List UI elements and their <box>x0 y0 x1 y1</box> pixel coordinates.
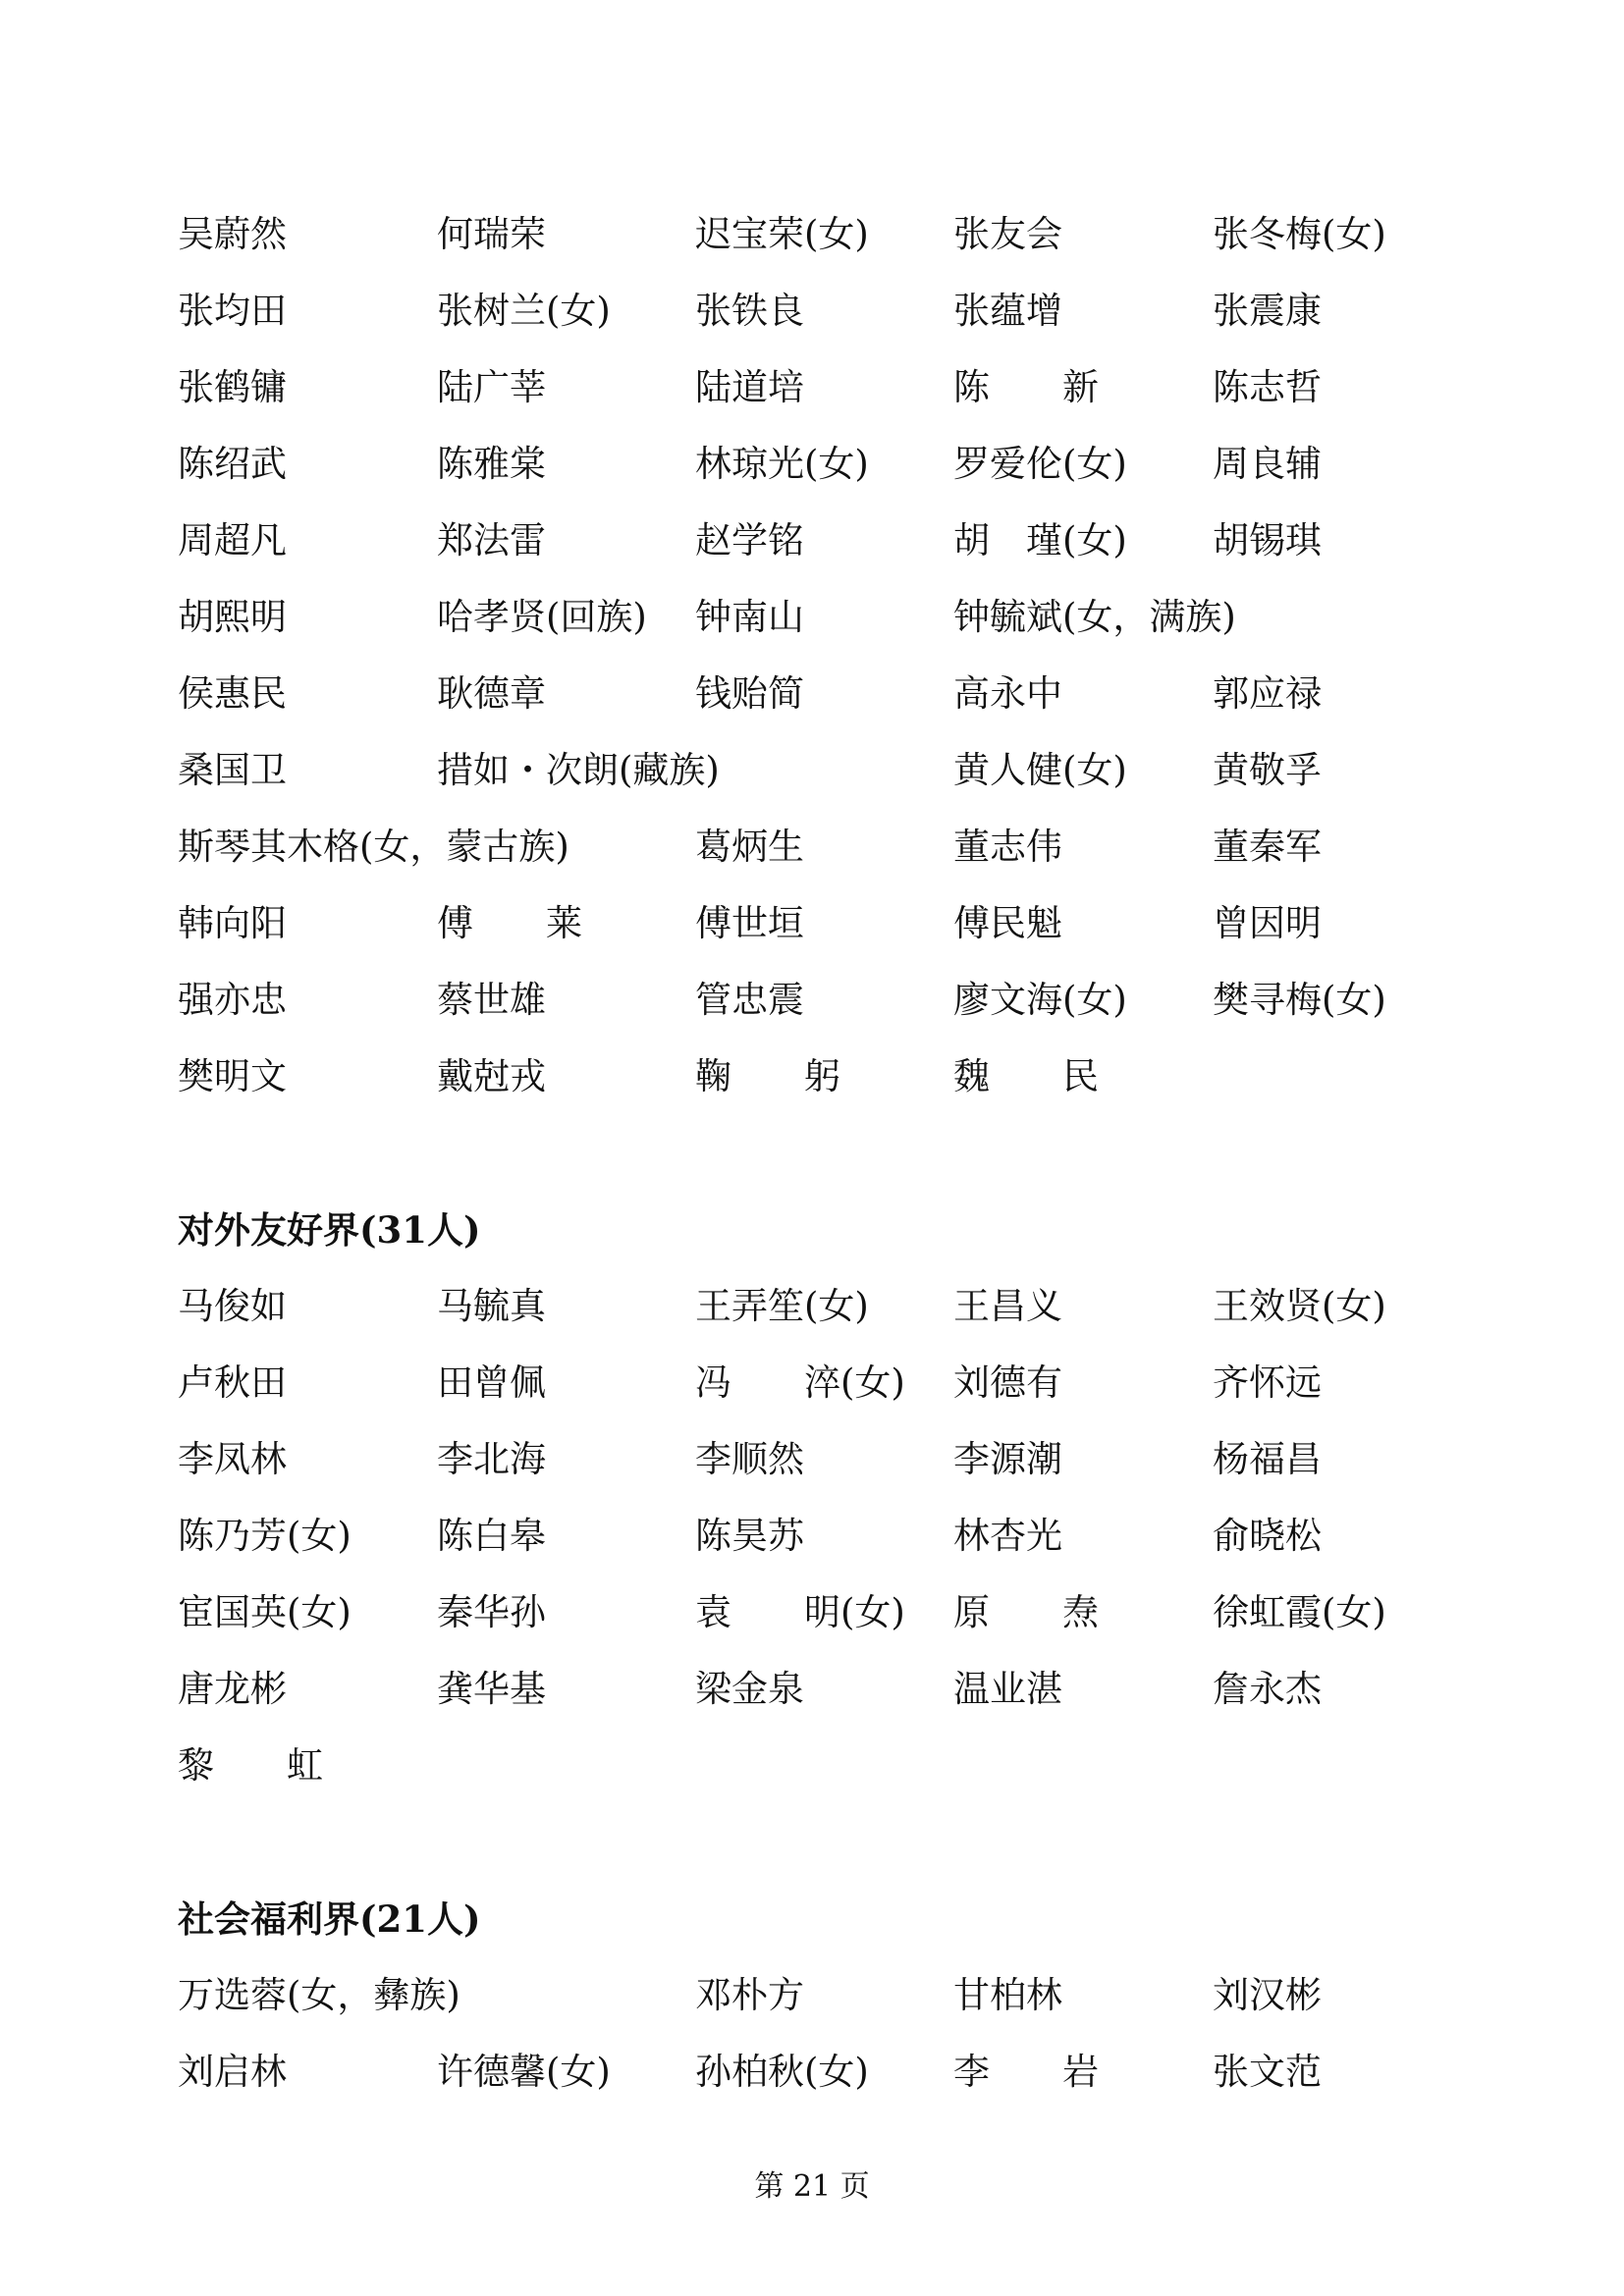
name-row <box>178 508 1454 585</box>
name-entry: 冯 淬(女) <box>695 1362 905 1404</box>
name-entry: 斯琴其木格(女，蒙古族) <box>178 826 569 868</box>
name-entry: 董志伟 <box>953 826 1062 868</box>
name-entry: 胡 瑾(女) <box>953 519 1127 561</box>
name-entry: 钟毓斌(女，满族) <box>953 596 1236 638</box>
name-entry: 傅 莱 <box>437 902 582 944</box>
name-row <box>178 1504 1454 1580</box>
name-entry: 甘柏林 <box>953 1974 1062 2016</box>
name-entry: 陈昊苏 <box>695 1515 804 1557</box>
name-entry: 杨福昌 <box>1213 1438 1322 1480</box>
name-entry: 魏 民 <box>953 1055 1099 1097</box>
name-row <box>178 662 1454 738</box>
name-entry: 哈孝贤(回族) <box>437 596 647 638</box>
name-list <box>178 202 1454 2116</box>
section-spacer <box>178 1121 1454 1198</box>
name-entry: 黄人健(女) <box>953 749 1127 791</box>
name-row <box>178 815 1454 891</box>
page-number: 第 21 页 <box>754 2169 870 2204</box>
name-entry: 詹永杰 <box>1213 1668 1322 1710</box>
name-entry: 廖文海(女) <box>953 979 1127 1021</box>
name-entry: 林琼光(女) <box>695 443 869 485</box>
name-entry: 许德馨(女) <box>437 2051 611 2093</box>
name-entry: 黎 虹 <box>178 1744 323 1787</box>
name-row <box>178 891 1454 968</box>
name-entry: 李顺然 <box>695 1438 804 1480</box>
name-entry: 措如・次朗(藏族) <box>437 749 720 791</box>
name-entry: 胡熙明 <box>178 596 287 638</box>
name-entry: 马毓真 <box>437 1285 546 1327</box>
name-entry: 管忠震 <box>695 979 804 1021</box>
name-entry: 郑法雷 <box>437 519 546 561</box>
name-entry: 何瑞荣 <box>437 213 546 255</box>
name-row <box>178 1580 1454 1657</box>
name-entry: 原 焘 <box>953 1591 1099 1633</box>
name-entry: 温业湛 <box>953 1668 1062 1710</box>
name-entry: 龚华基 <box>437 1668 546 1710</box>
section-social-welfare <box>178 1887 1454 2116</box>
name-entry: 韩向阳 <box>178 902 287 944</box>
name-entry: 卢秋田 <box>178 1362 287 1404</box>
name-entry: 陈绍武 <box>178 443 287 485</box>
name-entry: 张友会 <box>953 213 1062 255</box>
name-entry: 孙柏秋(女) <box>695 2051 869 2093</box>
name-entry: 田曾佩 <box>437 1362 546 1404</box>
section-heading: 对外友好界(31人) <box>178 1208 481 1252</box>
name-entry: 齐怀远 <box>1213 1362 1322 1404</box>
name-row <box>178 968 1454 1044</box>
name-entry: 张铁良 <box>695 290 804 332</box>
name-entry: 董秦军 <box>1213 826 1322 868</box>
name-entry: 李 岩 <box>953 2051 1099 2093</box>
name-entry: 宦国英(女) <box>178 1591 352 1633</box>
name-entry: 王效贤(女) <box>1213 1285 1386 1327</box>
name-entry: 樊寻梅(女) <box>1213 979 1386 1021</box>
name-row <box>178 1657 1454 1734</box>
name-entry: 耿德章 <box>437 672 546 715</box>
name-entry: 唐龙彬 <box>178 1668 287 1710</box>
name-entry: 郭应禄 <box>1213 672 1322 715</box>
name-row <box>178 432 1454 508</box>
name-entry: 黄敬孚 <box>1213 749 1322 791</box>
name-entry: 刘汉彬 <box>1213 1974 1322 2016</box>
name-entry: 高永中 <box>953 672 1062 715</box>
name-row <box>178 1963 1454 2040</box>
section-continued <box>178 202 1454 1121</box>
name-entry: 鞠 躬 <box>695 1055 840 1097</box>
name-entry: 刘启林 <box>178 2051 287 2093</box>
name-row <box>178 202 1454 279</box>
name-entry: 戴尅戎 <box>437 1055 546 1097</box>
section-foreign-friendship <box>178 1198 1454 1810</box>
name-entry: 刘德有 <box>953 1362 1062 1404</box>
name-entry: 林杏光 <box>953 1515 1062 1557</box>
name-entry: 梁金泉 <box>695 1668 804 1710</box>
name-entry: 傅世垣 <box>695 902 804 944</box>
name-entry: 强亦忠 <box>178 979 287 1021</box>
name-entry: 张文范 <box>1213 2051 1322 2093</box>
name-entry: 吴蔚然 <box>178 213 287 255</box>
name-entry: 曾因明 <box>1213 902 1322 944</box>
name-entry: 张震康 <box>1213 290 1322 332</box>
name-row <box>178 1274 1454 1351</box>
name-entry: 樊明文 <box>178 1055 287 1097</box>
section-spacer <box>178 1810 1454 1887</box>
name-row <box>178 279 1454 355</box>
name-entry: 陆广莘 <box>437 366 546 408</box>
name-entry: 邓朴方 <box>695 1974 804 2016</box>
name-entry: 周超凡 <box>178 519 287 561</box>
name-entry: 桑国卫 <box>178 749 287 791</box>
name-entry: 侯惠民 <box>178 672 287 715</box>
name-row <box>178 355 1454 432</box>
name-entry: 葛炳生 <box>695 826 804 868</box>
name-entry: 钟南山 <box>695 596 804 638</box>
name-row <box>178 1734 1454 1810</box>
name-row <box>178 2040 1454 2116</box>
name-entry: 陈 新 <box>953 366 1099 408</box>
name-row <box>178 1044 1454 1121</box>
name-entry: 张冬梅(女) <box>1213 213 1386 255</box>
name-entry: 徐虹霞(女) <box>1213 1591 1386 1633</box>
name-row <box>178 585 1454 662</box>
name-entry: 周良辅 <box>1213 443 1322 485</box>
section-heading: 社会福利界(21人) <box>178 1897 481 1941</box>
name-row <box>178 1351 1454 1427</box>
name-entry: 秦华孙 <box>437 1591 546 1633</box>
name-entry: 李北海 <box>437 1438 546 1480</box>
name-entry: 陈雅棠 <box>437 443 546 485</box>
name-entry: 万选蓉(女，彝族) <box>178 1974 460 2016</box>
name-row <box>178 738 1454 815</box>
name-entry: 赵学铭 <box>695 519 804 561</box>
name-row <box>178 1427 1454 1504</box>
name-entry: 傅民魁 <box>953 902 1062 944</box>
name-entry: 张树兰(女) <box>437 290 611 332</box>
name-entry: 王弄笙(女) <box>695 1285 869 1327</box>
name-entry: 俞晓松 <box>1213 1515 1322 1557</box>
name-entry: 陈志哲 <box>1213 366 1322 408</box>
name-entry: 陆道培 <box>695 366 804 408</box>
name-entry: 钱贻简 <box>695 672 804 715</box>
name-entry: 罗爱伦(女) <box>953 443 1127 485</box>
name-entry: 胡锡琪 <box>1213 519 1322 561</box>
name-entry: 陈白皋 <box>437 1515 546 1557</box>
name-entry: 王昌义 <box>953 1285 1062 1327</box>
name-entry: 张均田 <box>178 290 287 332</box>
name-entry: 马俊如 <box>178 1285 287 1327</box>
name-entry: 张蕴增 <box>953 290 1062 332</box>
name-entry: 蔡世雄 <box>437 979 546 1021</box>
name-entry: 迟宝荣(女) <box>695 213 869 255</box>
name-entry: 李源潮 <box>953 1438 1062 1480</box>
name-entry: 袁 明(女) <box>695 1591 905 1633</box>
name-entry: 李凤林 <box>178 1438 287 1480</box>
name-entry: 陈乃芳(女) <box>178 1515 352 1557</box>
name-entry: 张鹤镛 <box>178 366 287 408</box>
